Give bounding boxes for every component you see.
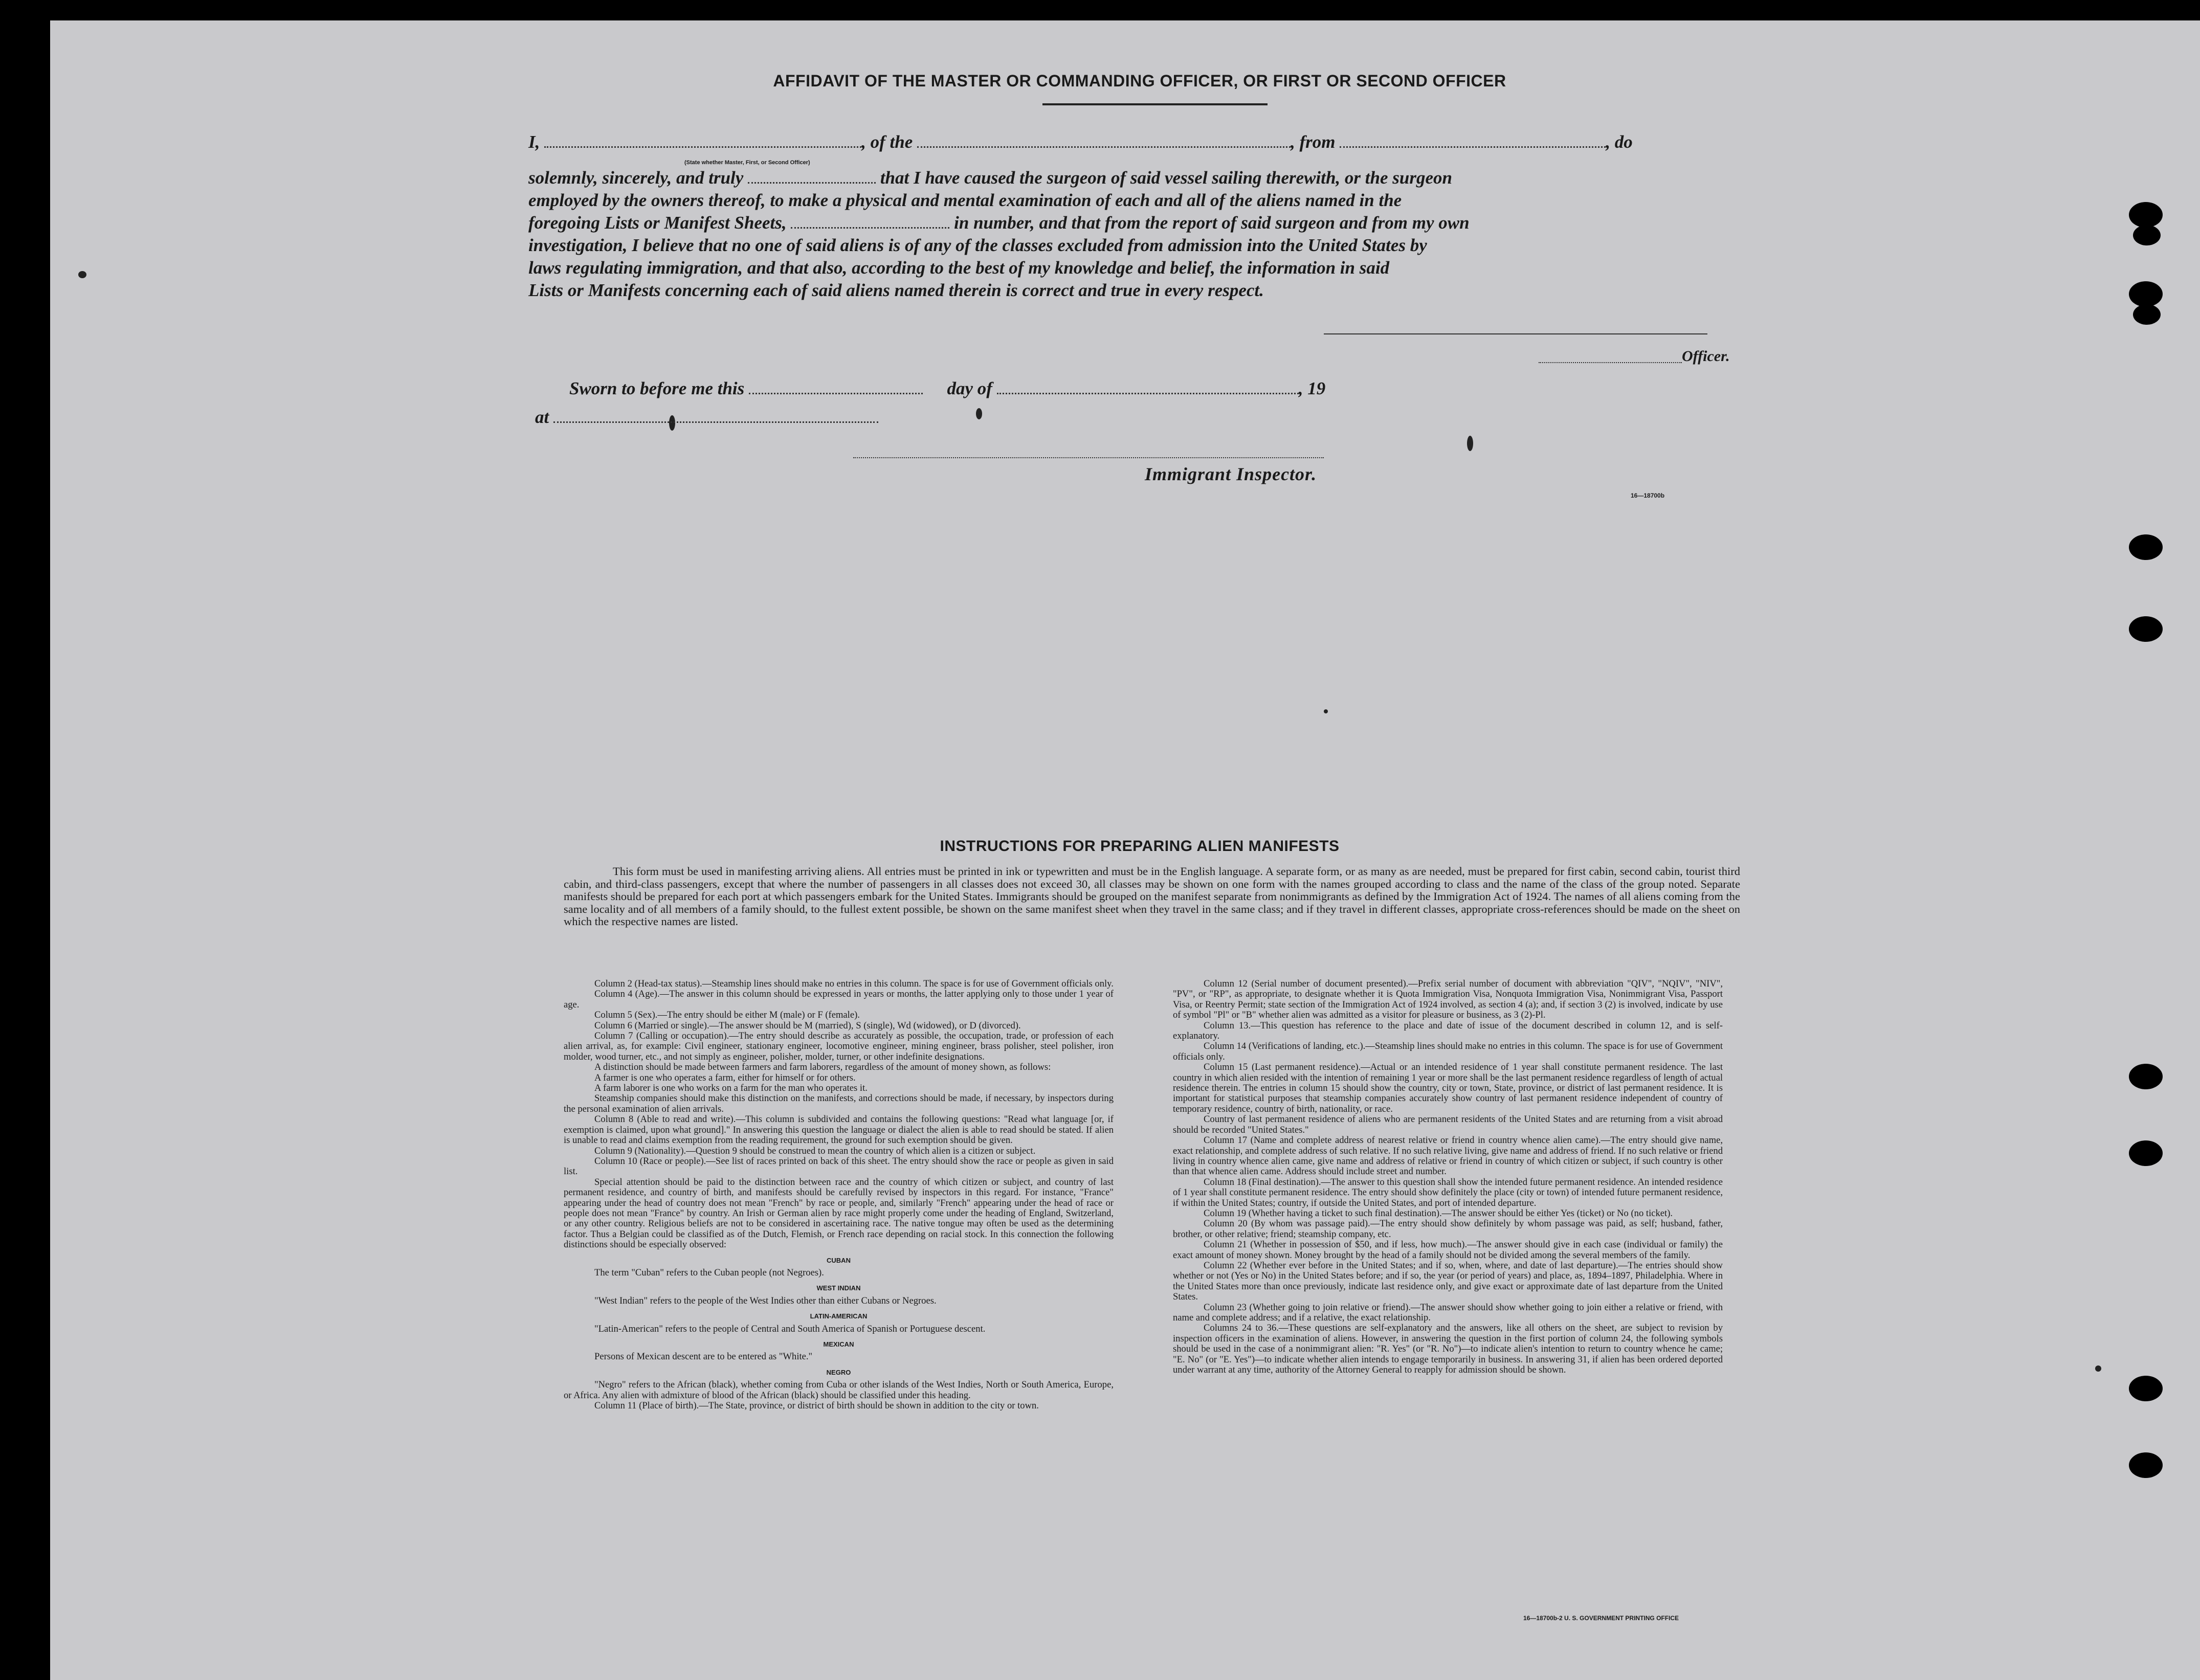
instruction-paragraph: Column 8 (Able to read and write).—This column is subdivided and contains the following questions: "Read what language [or, if exemption is claimed, upon what ground]." In answering this question the language or dialect the alien is able to read should be stated. If alien is unable to read and claims exemption from the reading requirement, the ground for such exemption should be given. xyxy=(564,1114,1114,1146)
form-number: 16—18700b xyxy=(1631,492,1665,499)
instruction-paragraph: The term "Cuban" refers to the Cuban people (not Negroes). xyxy=(594,1267,824,1278)
affidavit-line-5: investigation, I believe that no one of said aliens is of any of the classes excluded from admission into the United States by xyxy=(528,235,1427,255)
ink-speck xyxy=(1467,436,1473,451)
instruction-paragraph: Column 7 (Calling or occupation).—The entry should describe as accurately as possible, the occupation, trade, or profession of each alien arrival, as, for example: Civil engineer, stationary engineer, locomotive engineer, mining engineer, brass polisher, steel polisher, iron molder, wood turner, etc., and not simply as engineer, polisher, molder, turner, or other indefinite designations. xyxy=(564,1031,1114,1062)
instruction-paragraph: Column 2 (Head-tax status).—Steamship lines should make no entries in this column. The space is for use of Government officials only. xyxy=(594,978,1114,989)
instruction-paragraph: Columns 24 to 36.—These questions are self-explanatory and the answers, like all others on the sheet, are subject to revision by inspection officers in the examination of aliens. However, in answering the question in the first portion of column 24, the following symbols should be used in the case of a nonimmigrant alien: "R. Yes" (or "R. No")—to indicate alien's intention to return to country whence he came; "E. No" (or "E. Yes")—to indicate whether alien intends to engage temporarily in business. In answering 31, if alien has been ordered deported under warrant at any time, authority of the Attorney General to reapply for admission should be shown. xyxy=(1173,1323,1723,1376)
punch-hole xyxy=(2129,1064,2163,1089)
instruction-paragraph: Column 11 (Place of birth).—The State, province, or district of birth should be shown in addition to the city or town. xyxy=(594,1400,1039,1412)
alien-count-field[interactable] xyxy=(791,215,949,229)
instructions-left-column xyxy=(564,979,1114,1411)
ink-speck xyxy=(2095,1365,2101,1372)
instruction-paragraph: Column 6 (Married or single).—The answer should be M (married), S (single), Wd (widowed), or D (divorced). xyxy=(594,1020,1021,1031)
officer-label: Officer. xyxy=(1682,348,1730,365)
sworn-month-field[interactable] xyxy=(997,380,1299,394)
printing-office-footer: 16—18700b-2 U. S. GOVERNMENT PRINTING OFFICE xyxy=(1523,1615,1679,1622)
punch-hole xyxy=(2129,1140,2163,1166)
date-sworn-field[interactable] xyxy=(748,170,876,184)
departure-port-field[interactable] xyxy=(1340,134,1606,148)
punch-hole xyxy=(2129,281,2163,307)
instruction-paragraph: Column 22 (Whether ever before in the United States; and if so, when, where, and date of last departure).—The entries should show whether or not (Yes or No) in the United States before; and if so, the year (or period of years) and place, as, 1894–1897, Philadelphia. Where in the United States more than once previously, indicate last residence only, and give exact or approximate date of last departure from the United States. xyxy=(1173,1260,1723,1303)
affidavit-line-6: laws regulating immigration, and that also, according to the best of my knowledge and belief, the information in said xyxy=(528,258,1390,278)
instruction-paragraph: Column 23 (Whether going to join relative or friend).—The answer should show whether going to join either a relative or friend, with name and complete address; and if a relative, the exact relationship. xyxy=(1173,1302,1723,1323)
instruction-paragraph: Persons of Mexican descent are to be entered as "White." xyxy=(594,1351,813,1362)
instruction-paragraph: Column 13.—This question has reference to the place and date of issue of the document described in column 12, and is self-explanatory. xyxy=(1173,1020,1723,1042)
instruction-paragraph: Column 20 (By whom was passage paid).—The entry should show definitely by whom passage was paid, as self; husband, father, brother, or other relative; friend; steamship company, etc. xyxy=(1173,1218,1723,1240)
punch-hole xyxy=(2133,225,2161,245)
instruction-paragraph: Column 19 (Whether having a ticket to such final destination).—The answer should be either Yes (ticket) or No (no ticket). xyxy=(1204,1207,1673,1219)
instruction-paragraph: "Negro" refers to the African (black), whether coming from Cuba or other islands of the West Indies, North or South America, Europe, or Africa. Any alien with admixture of blood of the African (black) should be classified under this heading. xyxy=(564,1379,1114,1401)
vessel-name-field[interactable] xyxy=(917,134,1291,148)
distinction-heading: LATIN-AMERICAN xyxy=(810,1312,868,1320)
distinction-heading: NEGRO xyxy=(826,1368,851,1376)
instruction-paragraph: Column 4 (Age).—The answer in this column should be expressed in years or months, the latter applying only to those under 1 year of age. xyxy=(564,989,1114,1010)
instruction-paragraph: A farm laborer is one who works on a farm for the man who operates it. xyxy=(594,1083,868,1094)
instructions-right-column xyxy=(1173,979,1723,1375)
instruction-paragraph: Steamship companies should make this distinction on the manifests, and corrections should be made, if necessary, by inspectors during the personal examination of alien arrivals. xyxy=(564,1093,1114,1114)
punch-hole xyxy=(2129,1452,2163,1478)
instruction-paragraph: Column 21 (Whether in possession of $50, and if less, how much).—The answer should give in each case (individual or family) the exact amount of money shown. Money brought by the head of a family should not be divided among the several members of the family. xyxy=(1173,1239,1723,1261)
instruction-paragraph: "West Indian" refers to the people of the West Indies other than either Cubans or Negroes. xyxy=(594,1295,937,1306)
instructions-intro: This form must be used in manifesting arriving aliens. All entries must be printed in ink or typewritten and must be in the English language. A separate form, or as many as are needed, must be prepared for first cabin, second cabin, tourist third cabin, and third-class passengers, except that where the number of passengers in all classes does not exceed 30, all classes may be shown on one form with the names grouped according to class and the name of the class of the group noted. Separate manifests should be prepared for each port at which passengers embark for the United States. Immigrants should be grouped on the manifest separate from nonimmigrants as defined by the Immigration Act of 1924. The names of all aliens coming from the same locality and of all members of a family should, to the fullest extent possible, be shown on the same manifest sheet when they travel in the same class; and if they travel in different classes, appropriate cross-references should be made on the sheet on which the respective names are listed. xyxy=(564,865,1740,928)
instruction-paragraph: Column 18 (Final destination).—The answer to this question shall show the intended future permanent residence. An intended residence of 1 year shall constitute permanent residence. The entry should show definitely the place (city or town) of intended future permanent residence, if within the United States; country, if outside the United States, and port of intended departure. xyxy=(1173,1176,1723,1208)
ink-speck xyxy=(1324,709,1328,713)
instruction-paragraph: Special attention should be paid to the distinction between race and the country of which citizen or subject, and country of last permanent residence, and country of birth, and manifests should be carefully revised by inspectors in this regard. For instance, "France" appearing under the head of country does not mean "French" by race or people, and, similarly "French" appearing under the head of race or people does not mean "France" by country. An Irish or German alien by race might properly come under the heading of England, Switzerland, or any other country. Religious beliefs are not to be considered in ascertaining race. The native tongue may often be used as the determining factor. Thus a Belgian could be classified as of the Dutch, Flemish, or French race depending on racial stock. In this connection the following distinctions should be especially observed: xyxy=(564,1176,1114,1250)
officer-rank-field[interactable] xyxy=(544,134,861,148)
instruction-paragraph: Country of last permanent residence of aliens who are permanent residents of the United States and are returning from a visit abroad should be recorded "United States." xyxy=(1173,1114,1723,1135)
instruction-paragraph: Column 17 (Name and complete address of nearest relative or friend in country whence alien came).—The entry should give name, exact relationship, and complete address of such relative. If no such relative living, give name and address of friend. If no such relative or friend living in country whence alien came, give name and address of relative or friend in country of which citizen or subject, if such country is other than that whence alien came. Address should include street and number. xyxy=(1173,1135,1723,1177)
sworn-place-field[interactable] xyxy=(553,409,878,423)
officer-title-line[interactable] xyxy=(1539,362,1682,363)
punch-hole xyxy=(2129,202,2163,228)
sworn-line: Sworn to before me this day of , 19 xyxy=(569,378,1326,398)
punch-hole xyxy=(2129,534,2163,560)
inspector-signature-line[interactable] xyxy=(853,457,1324,458)
instruction-paragraph: Column 12 (Serial number of document presented).—Prefix serial number of document with abbreviation "QIV", "NQIV", "NIV", "PV", or "RP", as appropriate, to designate whether it is Quota Immigration Visa, Nonquota Immigration Visa, Nonimmigrant Visa, Passport Visa, or Reentry Permit; state section of the Immigration Act of 1924 involved, as section 4 (a); and, if section 3 (2) is involved, indicate by use of symbol "Pl" or "B" whether alien was admitted as a visitor for pleasure or business, as 3 (2)-Pl. xyxy=(1173,978,1723,1021)
manifest-sheet xyxy=(50,20,2200,1680)
distinction-heading: MEXICAN xyxy=(823,1340,854,1348)
inspector-label: Immigrant Inspector. xyxy=(1145,464,1317,484)
instruction-paragraph: Column 15 (Last permanent residence).—Actual or an intended residence of 1 year shall constitute permanent residence. The last country in which alien resided with the intention of remaining 1 year or more shall be the last permanent residence regardless of length of actual residence therein. The entries in column 15 should show the country, city or town, State, province, or district of last permanent residence. It is important for statistical purposes that steamship companies accurately show country of last permanent residence independent of country of temporary residence, country of birth, nationality, or race. xyxy=(1173,1062,1723,1114)
distinction-heading: CUBAN xyxy=(827,1256,851,1264)
distinction-heading: WEST INDIAN xyxy=(816,1284,861,1292)
instructions-title: INSTRUCTIONS FOR PREPARING ALIEN MANIFESTS xyxy=(940,838,1340,855)
ink-speck xyxy=(78,271,86,278)
affidavit-title: AFFIDAVIT OF THE MASTER OR COMMANDING OFFICER, OR FIRST OR SECOND OFFICER xyxy=(773,72,1506,90)
affidavit-line-3: employed by the owners thereof, to make a physical and mental examination of each and all of the aliens named in the xyxy=(528,190,1402,210)
affidavit-line-4: foregoing Lists or Manifest Sheets, in number, and that from the report of said surgeon and from my own xyxy=(528,213,1470,233)
instruction-paragraph: Column 9 (Nationality).—Question 9 should be construed to mean the country of which alien is a citizen or subject. xyxy=(594,1145,1036,1156)
instruction-paragraph: A farmer is one who operates a farm, either for himself or for others. xyxy=(594,1072,856,1083)
punch-hole xyxy=(2129,1376,2163,1401)
at-line: at xyxy=(535,407,1701,428)
affidavit-line-1: I, , of the , from , do xyxy=(528,132,1633,152)
officer-rank-note: (State whether Master, First, or Second Officer) xyxy=(684,160,810,166)
instruction-paragraph: Column 14 (Verifications of landing, etc.).—Steamship lines should make no entries in this column. The space is for use of Government officials only. xyxy=(1173,1041,1723,1062)
instruction-paragraph: Column 5 (Sex).—The entry should be either M (male) or F (female). xyxy=(594,1010,860,1021)
instruction-paragraph: A distinction should be made between farmers and farm laborers, regardless of the amount of money shown, as follows: xyxy=(594,1062,1051,1073)
sworn-day-field[interactable] xyxy=(749,380,923,394)
affidavit-line-2: solemnly, sincerely, and truly that I have caused the surgeon of said vessel sailing therewith, or the surgeon xyxy=(528,168,1452,188)
instruction-paragraph: Column 10 (Race or people).—See list of races printed on back of this sheet. The entry should show the race or people as given in said list. xyxy=(564,1155,1114,1177)
instruction-paragraph: "Latin-American" refers to the people of Central and South America of Spanish or Portuguese descent. xyxy=(594,1323,986,1334)
punch-hole xyxy=(2129,616,2163,642)
affidavit-line-7: Lists or Manifests concerning each of said aliens named therein is correct and true in every respect. xyxy=(528,280,1264,300)
punch-hole xyxy=(2133,304,2161,325)
title-rule xyxy=(1042,103,1268,105)
officer-signature-line[interactable] xyxy=(1324,333,1707,334)
